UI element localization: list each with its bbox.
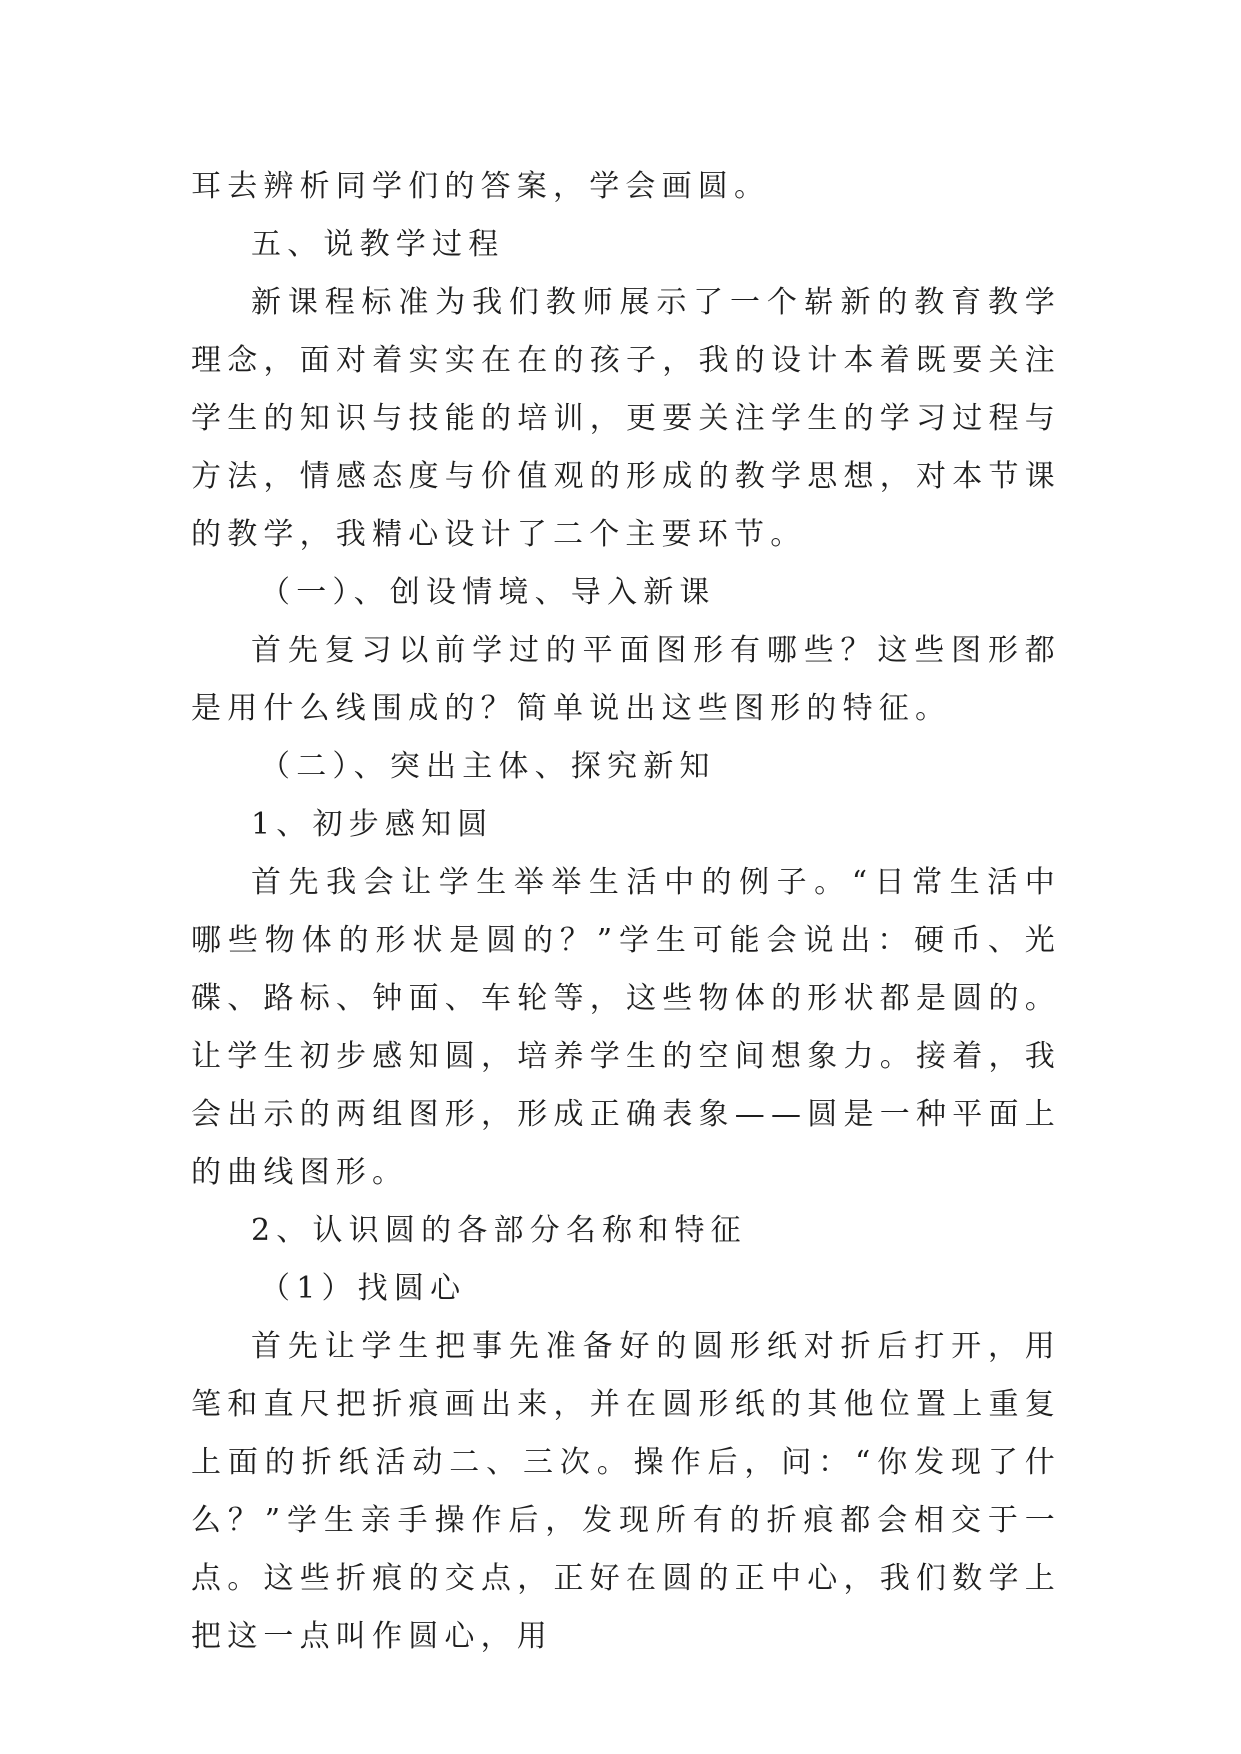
subsection-heading: （二）、突出主体、探究新知 xyxy=(260,749,716,784)
subsection-heading: （一）、创设情境、导入新课 xyxy=(260,575,716,610)
paragraph: 首先我会让学生举举生活中的例子。“日常生活中哪些物体的形状是圆的？”学生可能会说出：硬币、光碟、路标、钟面、车轮等，这些物体的形状都是圆的。让学生初步感知圆，培养学生的空间想象力。接着，我会出示的两组图形，形成正确表象——圆是一种平面上的曲线图形。 xyxy=(191,865,1061,1190)
paragraph: 新课程标准为我们教师展示了一个崭新的教育教学理念，面对着实实在在的孩子，我的设计本着既要关注学生的知识与技能的培训，更要关注学生的学习过程与方法，情感态度与价值观的形成的教学思想，对本节课的教学，我精心设计了二个主要环节。 xyxy=(191,285,1061,552)
paragraph-continuation: 耳去辨析同学们的答案，学会画圆。 xyxy=(191,169,771,204)
paragraph: 首先复习以前学过的平面图形有哪些？这些图形都是用什么线围成的？简单说出这些图形的特征。 xyxy=(191,633,1061,726)
item-heading: 2、认识圆的各部分名称和特征 xyxy=(251,1213,747,1248)
sub-item-heading: （1）找圆心 xyxy=(260,1271,467,1306)
item-heading: 1、初步感知圆 xyxy=(251,807,494,842)
document-body xyxy=(191,158,1061,1666)
section-heading: 五、说教学过程 xyxy=(251,227,505,262)
paragraph: 首先让学生把事先准备好的圆形纸对折后打开，用笔和直尺把折痕画出来，并在圆形纸的其他位置上重复上面的折纸活动二、三次。操作后，问：“你发现了什么？”学生亲手操作后，发现所有的折痕都会相交于一点。这些折痕的交点，正好在圆的正中心，我们数学上把这一点叫作圆心，用 xyxy=(191,1329,1061,1654)
